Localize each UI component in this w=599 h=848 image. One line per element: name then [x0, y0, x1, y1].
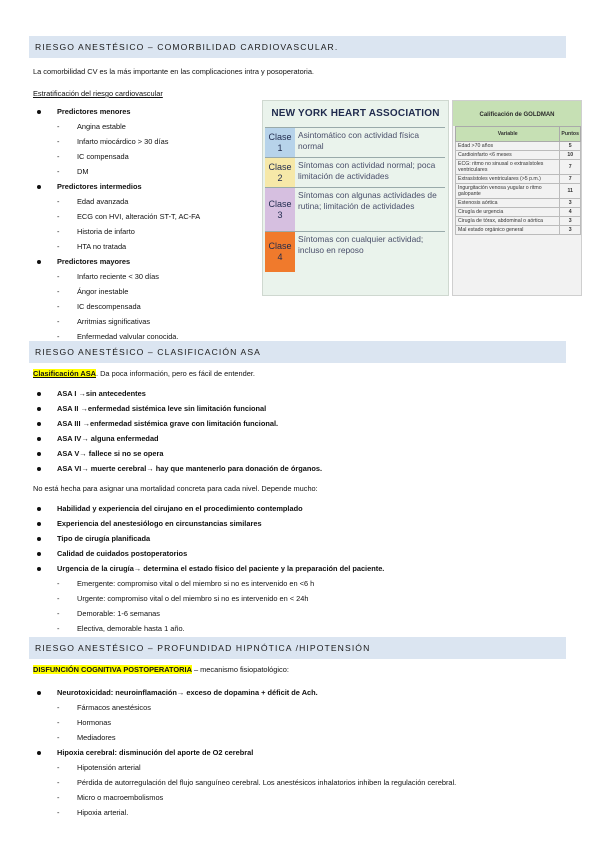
list-item-text: Infarto reciente < 30 días [77, 272, 159, 281]
nyha-class-label: Clase [268, 241, 292, 251]
list-item-text: Hormonas [77, 718, 112, 727]
list-item [33, 790, 563, 805]
dash-marker: - [57, 778, 60, 787]
nyha-title: NEW YORK HEART ASSOCIATION [271, 108, 440, 119]
list-item-text: Edad avanzada [77, 197, 129, 206]
list-item-text: Fármacos anestésicos [77, 703, 151, 712]
nyha-class-number: 3 [277, 210, 283, 220]
list-item [33, 546, 563, 561]
nyha-class-cell [265, 188, 295, 232]
list-item-text: Micro o macroembolismos [77, 793, 164, 802]
list-item-text: Demorable: 1-6 semanas [77, 609, 160, 618]
list-item [33, 416, 563, 431]
list-item-text: ASA I →sin antecedentes [57, 389, 146, 398]
nyha-row [265, 127, 445, 158]
strat-title: Estratificación del riesgo cardiovascular [33, 89, 163, 98]
goldman-points: 7 [560, 160, 581, 175]
dash-marker: - [57, 317, 60, 326]
goldman-row [456, 160, 581, 175]
nyha-class-number: 4 [277, 252, 283, 262]
goldman-points: 7 [560, 175, 581, 184]
nyha-description: Asintomático con actividad física normal [298, 130, 420, 151]
goldman-variable: Estenosis aórtica [456, 199, 560, 208]
list-item-text: Electiva, demorable hasta 1 año. [77, 624, 185, 633]
goldman-table [452, 100, 582, 296]
list-item-text: Enfermedad valvular conocida. [77, 332, 179, 341]
dash-marker: - [57, 197, 60, 206]
bullet-icon [37, 407, 41, 411]
list-item-text: Calidad de cuidados postoperatorios [57, 549, 188, 558]
list-item [33, 461, 563, 476]
goldman-points: 10 [560, 151, 581, 160]
list-item [33, 194, 263, 209]
list-item-text: Neurotoxicidad: neuroinflamación→ exceso de dopamina + déficit de Ach. [57, 688, 318, 697]
bullet-icon [37, 260, 41, 264]
bullet-icon [37, 537, 41, 541]
dash-marker: - [57, 793, 60, 802]
list-item [33, 386, 563, 401]
asa-intro [33, 369, 255, 379]
dash-marker: - [57, 718, 60, 727]
list-item-text: ASA IV→ alguna enfermedad [57, 434, 159, 443]
bullet-icon [37, 110, 41, 114]
bullet-icon [37, 437, 41, 441]
list-item [33, 119, 263, 134]
asa-intro-rest: . Da poca información, pero es fácil de entender. [95, 369, 255, 378]
goldman-col-variable: Variable [456, 127, 560, 142]
nyha-row [265, 187, 445, 232]
dash-marker: - [57, 609, 60, 618]
goldman-points: 3 [560, 199, 581, 208]
dash-marker: - [57, 624, 60, 633]
dash-marker: - [57, 212, 60, 221]
list-item-text: ASA III →enfermedad sistémica grave con limitación funcional. [57, 419, 279, 428]
goldman-row [456, 184, 581, 199]
list-item [33, 446, 563, 461]
list-item-text: Predictores menores [57, 107, 131, 116]
list-item-text: Hipoxia cerebral: disminución del aporte de O2 cerebral [57, 748, 254, 757]
nyha-table [262, 100, 449, 296]
goldman-variable: Cirugía de urgencia [456, 208, 560, 217]
nyha-class-number: 2 [277, 173, 283, 183]
bullet-icon [37, 422, 41, 426]
list-item-text: Infarto miocárdico > 30 días [77, 137, 169, 146]
list-item-text: IC descompensada [77, 302, 141, 311]
bullet-icon [37, 552, 41, 556]
goldman-row [456, 142, 581, 151]
goldman-variable: Cirugía de tórax, abdominal o aórtica [456, 217, 560, 226]
bullet-icon [37, 392, 41, 396]
list-item [33, 284, 263, 299]
intro-text: La comorbilidad CV es la más importante en las complicaciones intra y posoperatoria. [33, 67, 314, 76]
nyha-description: Síntomas con actividad normal; poca limitación de actividades [298, 160, 436, 181]
goldman-variable: Cardioinfarto <6 meses [456, 151, 560, 160]
list-item [33, 760, 563, 775]
dash-marker: - [57, 242, 60, 251]
section-header-profundidad: RIESGO ANESTÉSICO – PROFUNDIDAD HIPNÓTICA /HIPOTENSIÓN [29, 637, 566, 659]
dash-marker: - [57, 272, 60, 281]
dash-marker: - [57, 167, 60, 176]
factors-list [33, 501, 563, 636]
list-item-text: Hipotensión arterial [77, 763, 141, 772]
dash-marker: - [57, 733, 60, 742]
bullet-icon [37, 691, 41, 695]
list-item [33, 745, 563, 760]
dcpo-intro [33, 665, 289, 675]
dash-marker: - [57, 332, 60, 341]
goldman-points: 3 [560, 217, 581, 226]
list-item-text: DM [77, 167, 89, 176]
goldman-variable: Ingurgitación venosa yugular o ritmo galopante [456, 184, 560, 199]
list-item-text: Arritmias significativas [77, 317, 151, 326]
list-item [33, 224, 263, 239]
dash-marker: - [57, 122, 60, 131]
list-item [33, 576, 563, 591]
list-item [33, 254, 263, 269]
list-item [33, 700, 563, 715]
nyha-class-label: Clase [268, 162, 292, 172]
list-item-text: HTA no tratada [77, 242, 127, 251]
list-item [33, 134, 263, 149]
list-item-text: ECG con HVI, alteración ST-T, AC-FA [77, 212, 201, 221]
list-item [33, 431, 563, 446]
list-item-text: Mediadores [77, 733, 116, 742]
asa-list [33, 386, 563, 476]
nyha-class-number: 1 [277, 143, 283, 153]
list-item [33, 606, 563, 621]
goldman-grid [455, 126, 581, 235]
goldman-col-points: Puntos [560, 127, 581, 142]
bullet-icon [37, 567, 41, 571]
list-item [33, 685, 563, 700]
list-item-text: ASA VI→ muerte cerebral→ hay que mantenerlo para donación de órganos. [57, 464, 323, 473]
dash-marker: - [57, 703, 60, 712]
list-item-text: ASA V→ fallece si no se opera [57, 449, 164, 458]
list-item-text: Urgente: compromiso vital o del miembro si no es intervenido en < 24h [77, 594, 309, 603]
bullet-icon [37, 452, 41, 456]
nyha-description: Síntomas con algunas actividades de rutina; limitación de actividades [298, 190, 437, 211]
list-item [33, 775, 563, 790]
nyha-class-label: Clase [268, 132, 292, 142]
list-item-text: IC compensada [77, 152, 129, 161]
list-item [33, 715, 563, 730]
mechanism-list [33, 685, 563, 820]
list-item [33, 209, 263, 224]
list-item [33, 149, 263, 164]
goldman-points: 11 [560, 184, 581, 199]
bullet-icon [37, 522, 41, 526]
dash-marker: - [57, 287, 60, 296]
list-item [33, 314, 263, 329]
list-item-text: Emergente: compromiso vital o del miembro si no es intervenido en <6 h [77, 579, 315, 588]
list-item [33, 104, 263, 119]
list-item-text: Historia de infarto [77, 227, 135, 236]
list-item [33, 299, 263, 314]
dash-marker: - [57, 227, 60, 236]
list-item [33, 164, 263, 179]
dash-marker: - [57, 579, 60, 588]
nyha-class-cell [265, 158, 295, 188]
dash-marker: - [57, 763, 60, 772]
goldman-points: 5 [560, 142, 581, 151]
goldman-variable: ECG: ritmo no sinusal o extrasístoles ventriculares [456, 160, 560, 175]
nyha-description: Síntomas con cualquier actividad; incluso en reposo [298, 234, 424, 255]
list-item-text: Angina estable [77, 122, 126, 131]
section-header-asa: RIESGO ANESTÉSICO – CLASIFICACIÓN ASA [29, 341, 566, 363]
dash-marker: - [57, 808, 60, 817]
list-item [33, 591, 563, 606]
list-item-text: Experiencia del anestesiólogo en circunstancias similares [57, 519, 262, 528]
list-item-text: Ángor inestable [77, 287, 129, 296]
nyha-row [265, 157, 445, 188]
dcpo-highlight: DISFUNCIÓN COGNITIVA POSTOPERATORIA [33, 665, 192, 674]
nyha-class-cell [265, 232, 295, 272]
bullet-icon [37, 467, 41, 471]
goldman-row [456, 175, 581, 184]
goldman-row [456, 151, 581, 160]
asa-intro-highlight: Clasificación ASA [33, 369, 96, 378]
goldman-row [456, 199, 581, 208]
asa-note: No está hecha para asignar una mortalidad concreta para cada nivel. Depende mucho: [33, 484, 318, 493]
goldman-title: Calificación de GOLDMAN [453, 101, 581, 126]
list-item-text: Habilidad y experiencia del cirujano en el procedimiento contemplado [57, 504, 303, 513]
list-item-text: Hipoxia arterial. [77, 808, 129, 817]
list-item [33, 805, 563, 820]
list-item [33, 239, 263, 254]
bullet-icon [37, 185, 41, 189]
list-item [33, 730, 563, 745]
risk-predictors-list [33, 104, 263, 344]
dash-marker: - [57, 137, 60, 146]
list-item-text: ASA II →enfermedad sistémica leve sin limitación funcional [57, 404, 267, 413]
goldman-row [456, 226, 581, 235]
list-item-text: Pérdida de autorregulación del flujo sanguíneo cerebral. Los anestésicos inhalatorios inhiben la regulación cerebral. [77, 778, 457, 787]
list-item [33, 501, 563, 516]
dash-marker: - [57, 302, 60, 311]
dcpo-intro-rest: – mecanismo fisiopatológico: [191, 665, 289, 674]
nyha-row [265, 231, 445, 272]
list-item [33, 561, 563, 576]
bullet-icon [37, 507, 41, 511]
list-item [33, 269, 263, 284]
list-item [33, 531, 563, 546]
bullet-icon [37, 751, 41, 755]
goldman-row [456, 217, 581, 226]
list-item [33, 179, 263, 194]
nyha-class-cell [265, 128, 295, 158]
list-item-text: Predictores mayores [57, 257, 131, 266]
goldman-points: 4 [560, 208, 581, 217]
list-item-text: Predictores intermedios [57, 182, 142, 191]
goldman-variable: Edad >70 años [456, 142, 560, 151]
dash-marker: - [57, 152, 60, 161]
list-item [33, 516, 563, 531]
goldman-points: 3 [560, 226, 581, 235]
goldman-variable: Mal estado orgánico general [456, 226, 560, 235]
dash-marker: - [57, 594, 60, 603]
nyha-class-label: Clase [268, 199, 292, 209]
list-item [33, 401, 563, 416]
list-item [33, 621, 563, 636]
section-header-comorbilidad: RIESGO ANESTÉSICO – COMORBILIDAD CARDIOVASCULAR. [29, 36, 566, 58]
goldman-row [456, 208, 581, 217]
goldman-variable: Extrasístoles ventriculares (>5 p.m.) [456, 175, 560, 184]
list-item-text: Tipo de cirugía planificada [57, 534, 151, 543]
list-item-text: Urgencia de la cirugía→ determina el estado físico del paciente y la preparación del paciente. [57, 564, 385, 573]
